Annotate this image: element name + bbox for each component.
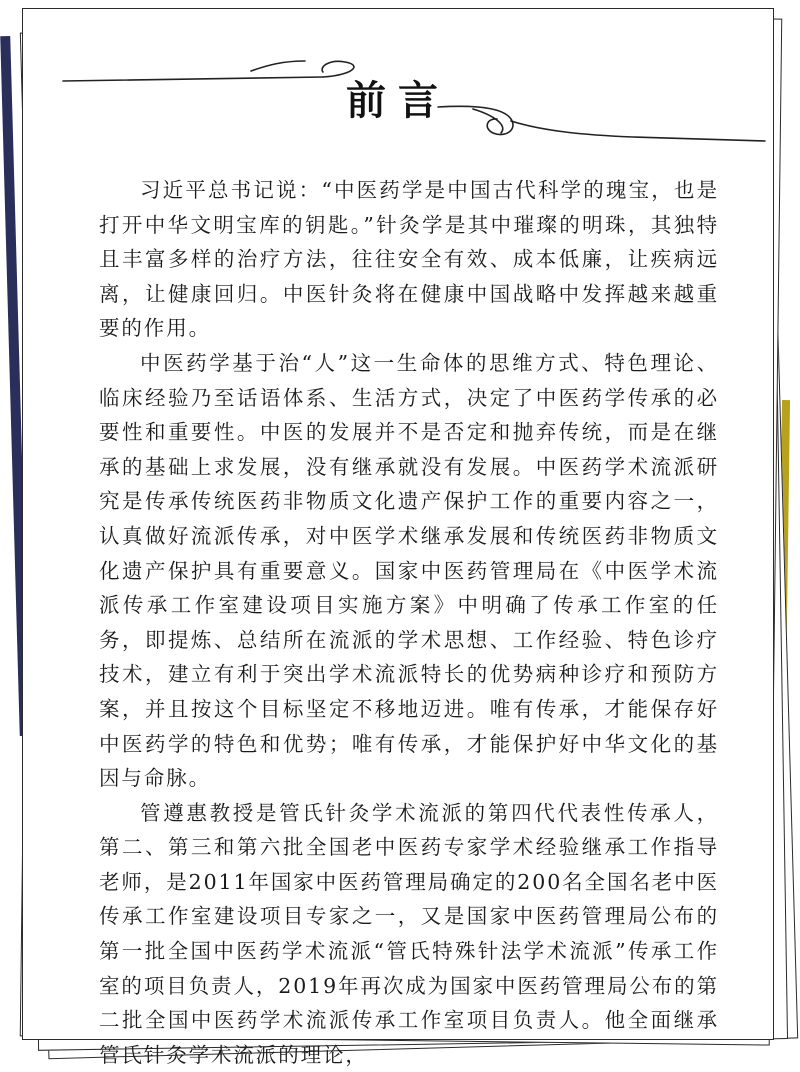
paragraph-2: 中医药学基于治“人”这一生命体的思维方式、特色理论、临床经验乃至话语体系、生活方式，决定了中医药学传承的必要性和重要性。中医的发展并不是否定和抛弃传统，而是在继承的基础上求发展，没有继承就没有发展。中医药学术流派研究是传承传统医药非物质文化遗产保护工作的重要内容之一，认真做好流派传承，对中医学术继承发展和传统医药非物质文化遗产保护具有重要意义。国家中医药管理局在《中医学术流派传承工作室建设项目实施方案》中明确了传承工作室的任务，即提炼、总结所在流派的学术思想、工作经验、特色诊疗技术，建立有利于突出学术流派特长的优势病种诊疗和预防方案，并且按这个目标坚定不移地迈进。唯有传承，才能保存好中医药学的特色和优势；唯有传承，才能保护好中华文化的基因与命脉。	[99, 350, 719, 791]
document-page	[22, 8, 774, 1067]
body-text	[99, 173, 719, 1072]
paragraph-1: 习近平总书记说：“中医药学是中国古代科学的瑰宝，也是打开中华文明宝库的钥匙。”针灸学是其中璀璨的明珠，其独特且丰富多样的治疗方法，往往安全有效、成本低廉，让疾病远离，让健康回归。中医针灸将在健康中国战略中发挥越来越重要的作用。	[99, 178, 719, 341]
paragraph-3: 管遵惠教授是管氏针灸学术流派的第四代代表性传承人，第二、第三和第六批全国老中医药专家学术经验继承工作指导老师，是2011年国家中医药管理局确定的200名全国名老中医传承工作室建设项目专家之一，又是国家中医药管理局公布的第一批全国中医药学术流派“管氏特殊针法学术流派”传承工作室的项目负责人，2019年再次成为国家中医药管理局公布的第二批全国中医药学术流派传承工作室项目负责人。他全面继承管氏针灸学术流派的理论，	[99, 800, 719, 1067]
page-title: 前言	[346, 77, 450, 124]
